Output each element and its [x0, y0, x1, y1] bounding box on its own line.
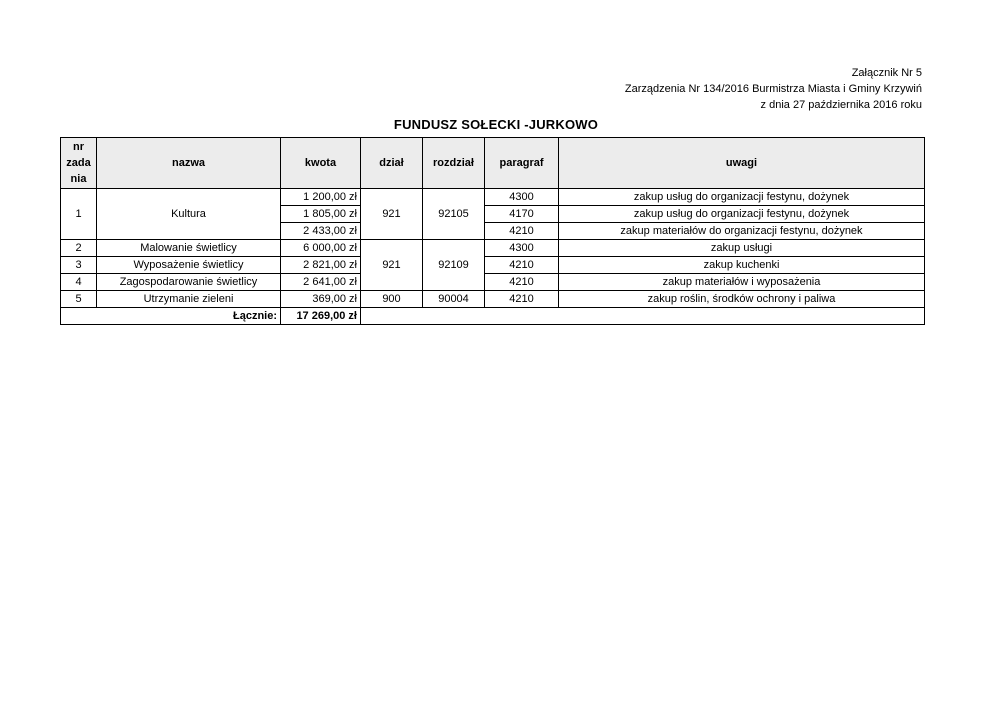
cell-kwota: 6 000,00 zł	[281, 240, 361, 257]
total-label: Łącznie:	[61, 308, 281, 325]
cell-kwota: 369,00 zł	[281, 291, 361, 308]
total-row	[61, 308, 925, 325]
cell-nazwa: Malowanie świetlicy	[97, 240, 281, 257]
cell-kwota: 2 641,00 zł	[281, 274, 361, 291]
cell-paragraf: 4210	[485, 291, 559, 308]
cell-uwagi: zakup usług do organizacji festynu, dożynek	[559, 189, 925, 206]
cell-uwagi: zakup usługi	[559, 240, 925, 257]
header-nazwa: nazwa	[97, 138, 281, 189]
cell-kwota: 1 200,00 zł	[281, 189, 361, 206]
ordinance-reference: Zarządzenia Nr 134/2016 Burmistrza Miasta i Gminy Krzywiń	[624, 83, 922, 95]
cell-dzial: 900	[361, 291, 423, 308]
cell-nr: 1	[61, 189, 97, 240]
total-empty-cell	[361, 308, 925, 325]
cell-uwagi: zakup roślin, środków ochrony i paliwa	[559, 291, 925, 308]
cell-dzial: 921	[361, 189, 423, 240]
cell-rozdzial: 90004	[423, 291, 485, 308]
attachment-header	[625, 65, 922, 113]
cell-nazwa: Zagospodarowanie świetlicy	[97, 274, 281, 291]
header-dzial: dział	[361, 138, 423, 189]
cell-nr: 5	[61, 291, 97, 308]
cell-uwagi: zakup materiałów i wyposażenia	[559, 274, 925, 291]
table-header-row	[61, 138, 925, 189]
ordinance-date: z dnia 27 października 2016 roku	[760, 99, 922, 111]
table-row	[61, 291, 925, 308]
fund-table	[60, 137, 925, 325]
cell-uwagi: zakup kuchenki	[559, 257, 925, 274]
total-value: 17 269,00 zł	[281, 308, 361, 325]
cell-nr: 2	[61, 240, 97, 257]
cell-nr: 4	[61, 274, 97, 291]
cell-paragraf: 4300	[485, 189, 559, 206]
table-row	[61, 274, 925, 291]
cell-nazwa: Utrzymanie zieleni	[97, 291, 281, 308]
cell-paragraf: 4300	[485, 240, 559, 257]
cell-kwota: 2 821,00 zł	[281, 257, 361, 274]
table-row	[61, 257, 925, 274]
cell-paragraf: 4210	[485, 257, 559, 274]
table-row	[61, 189, 925, 206]
cell-paragraf: 4170	[485, 206, 559, 223]
cell-nazwa: Kultura	[97, 189, 281, 240]
cell-paragraf: 4210	[485, 274, 559, 291]
header-uwagi: uwagi	[559, 138, 925, 189]
cell-paragraf: 4210	[485, 223, 559, 240]
cell-dzial: 921	[361, 240, 423, 291]
header-paragraf: paragraf	[485, 138, 559, 189]
header-kwota: kwota	[281, 138, 361, 189]
cell-nazwa: Wyposażenie świetlicy	[97, 257, 281, 274]
header-nr: nr zada nia	[61, 138, 97, 189]
cell-rozdzial: 92105	[423, 189, 485, 240]
header-rozdzial: rozdział	[423, 138, 485, 189]
cell-kwota: 1 805,00 zł	[281, 206, 361, 223]
cell-uwagi: zakup usług do organizacji festynu, dożynek	[559, 206, 925, 223]
table-row	[61, 240, 925, 257]
attachment-number: Załącznik Nr 5	[851, 67, 922, 79]
cell-uwagi: zakup materiałów do organizacji festynu, dożynek	[559, 223, 925, 240]
page-title: FUNDUSZ SOŁECKI -JURKOWO	[393, 117, 599, 132]
cell-nr: 3	[61, 257, 97, 274]
cell-rozdzial: 92109	[423, 240, 485, 291]
cell-kwota: 2 433,00 zł	[281, 223, 361, 240]
